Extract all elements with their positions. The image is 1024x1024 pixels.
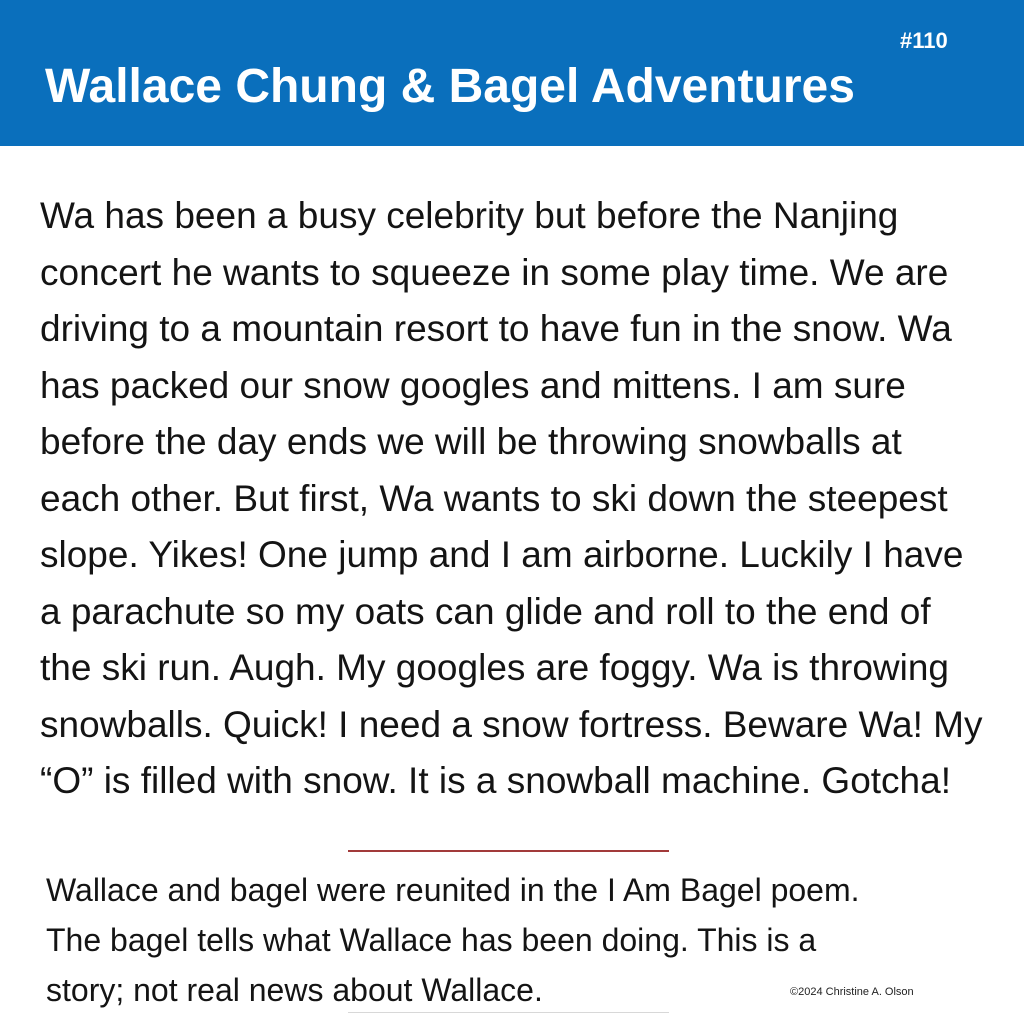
story-line: driving to a mountain resort to have fun in the snow. Wa [40, 308, 952, 349]
footnote-line: story; not real news about Wallace. [46, 972, 543, 1008]
footnote-line: The bagel tells what Wallace has been doing. This is a [46, 922, 817, 958]
page-title: Wallace Chung & Bagel Adventures [45, 60, 855, 113]
story-line: a parachute so my oats can glide and roll to the end of [40, 590, 931, 632]
issue-number: #110 [900, 28, 948, 53]
story-line: has packed our snow googles and mittens. I am sure [40, 364, 906, 406]
bottom-rule [348, 1012, 669, 1013]
header-banner [0, 0, 1024, 146]
story-line: “O” is filled with snow. It is a snowball machine. Gotcha! [40, 760, 951, 801]
story-line: concert he wants to squeeze in some play time. We are [40, 251, 949, 293]
story-line: each other. But first, Wa wants to ski down the steepest [40, 477, 948, 519]
story-line: snowballs. Quick! I need a snow fortress. Beware Wa! My [40, 703, 983, 745]
story-line: slope. Yikes! One jump and I am airborne. Luckily I have [40, 534, 964, 575]
story-line: the ski run. Augh. My googles are foggy. Wa is throwing [40, 647, 950, 688]
story-text [40, 188, 1010, 810]
story-line: Wa has been a busy celebrity but before the Nanjing [40, 195, 899, 236]
footnote-line: Wallace and bagel were reunited in the I Am Bagel poem. [46, 872, 860, 908]
story-line: before the day ends we will be throwing snowballs at [40, 421, 902, 462]
copyright-notice: ©2024 Christine A. Olson [790, 986, 914, 998]
section-divider [348, 850, 669, 852]
